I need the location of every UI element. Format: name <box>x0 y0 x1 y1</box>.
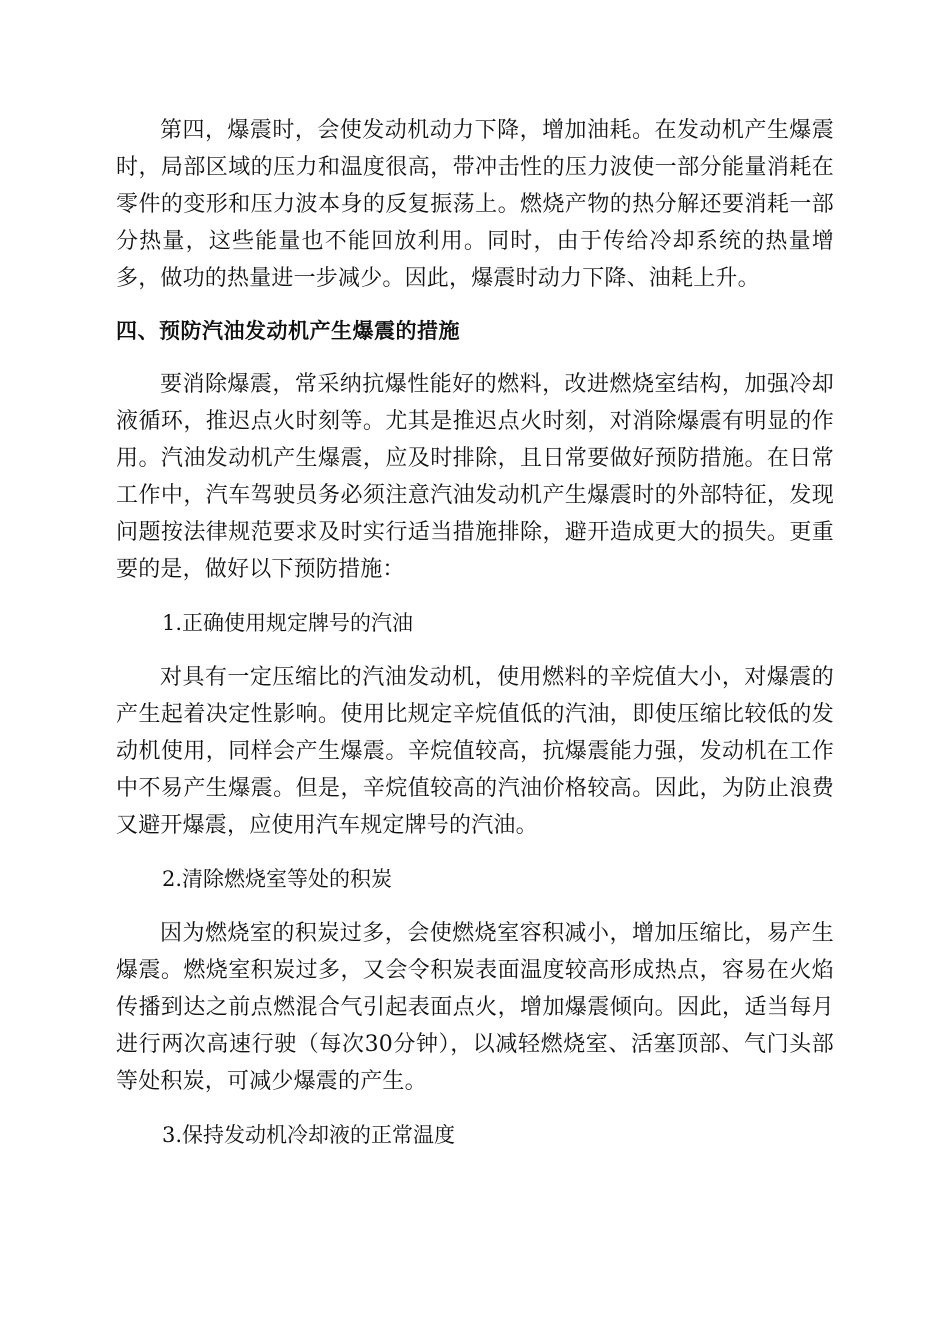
paragraph-carbon-removal: 因为燃烧室的积炭过多，会使燃烧室容积减小，增加压缩比，易产生爆震。燃烧室积炭过多，又会令积炭表面温度较高形成热点，容易在火焰传播到达之前点燃混合气引起表面点火，增加爆震倾向。因此，适当每月进行两次高速行驶（每次30分钟），以减轻燃烧室、活塞顶部、气门头部等处积炭，可减少爆震的产生。 <box>116 921 834 1094</box>
paragraph-prevention-intro: 要消除爆震，常采纳抗爆性能好的燃料，改进燃烧室结构，加强冷却液循环，推迟点火时刻等。尤其是推迟点火时刻，对消除爆震有明显的作用。汽油发动机产生爆震，应及时排除，且日常要做好预防措施。在日常工作中，汽车驾驶员务必须注意汽油发动机产生爆震时的外部特征，发现问题按法律规范要求及时实行适当措施排除，避开造成更大的损失。更重要的是，做好以下预防措施： <box>116 372 834 582</box>
spacer <box>116 1100 834 1117</box>
spacer <box>116 844 834 861</box>
paragraph-fourth-effect: 第四，爆震时，会使发动机动力下降，增加油耗。在发动机产生爆震时，局部区域的压力和温度很高，带冲击性的压力波使一部分能量消耗在零件的变形和压力波本身的反复振荡上。燃烧产物的热分解还要消耗一部分热量，这些能量也不能回放利用。同时，由于传给冷却系统的热量增多，做功的热量进一步减少。因此，爆震时动力下降、油耗上升。 <box>116 118 834 291</box>
document-page <box>116 112 834 1154</box>
paragraph-gasoline-grade: 对具有一定压缩比的汽油发动机，使用燃料的辛烷值大小，对爆震的产生起着决定性影响。使用比规定辛烷值低的汽油，即使压缩比较低的发动机使用，同样会产生爆震。辛烷值较高，抗爆震能力强，发动机在工作中不易产生爆震。但是，辛烷值较高的汽油价格较高。因此，为防止浪费又避开爆震，应使用汽车规定牌号的汽油。 <box>116 665 834 838</box>
spacer <box>116 898 834 915</box>
section-heading-prevention: 四、预防汽油发动机产生爆震的措施 <box>116 319 460 343</box>
spacer <box>116 297 834 313</box>
subheading-coolant-temperature: 3.保持发动机冷却液的正常温度 <box>162 1123 456 1147</box>
spacer <box>116 642 834 659</box>
spacer <box>116 588 834 605</box>
subheading-carbon-removal: 2.清除燃烧室等处的积炭 <box>162 867 393 891</box>
subheading-gasoline-grade: 1.正确使用规定牌号的汽油 <box>162 611 414 635</box>
spacer <box>116 350 834 366</box>
